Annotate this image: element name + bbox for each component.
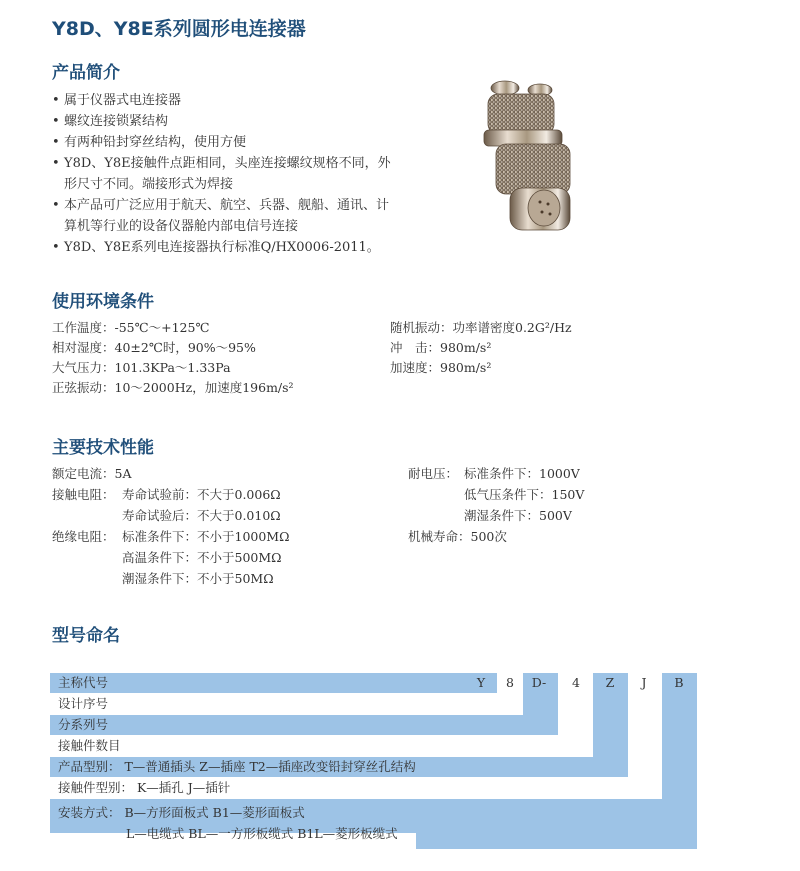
naming-heading: 型号命名 [52, 626, 120, 646]
list-item: • 属于仪器式电连接器 [52, 90, 391, 111]
list-item-continued: 形尺寸不同。端接形式为焊接 [64, 177, 234, 192]
env-item: 大气压力：101.3KPa～1.33Pa [52, 360, 231, 375]
code-d: D- [531, 675, 547, 690]
bullet: • [52, 93, 60, 108]
list-item: • 螺纹连接锁紧结构 [52, 111, 391, 132]
env-item: 正弦振动：10～2000Hz，加速度196m/s² [52, 380, 294, 395]
env-item: 加速度：980m/s² [390, 360, 492, 375]
environment-left [52, 318, 294, 398]
bullet: • [52, 114, 60, 129]
list-item: • 本产品可广泛应用于航天、航空、兵器、舰船、通讯、计 [52, 195, 391, 216]
withstand-label: 耐电压： [408, 466, 459, 481]
contact-resistance-label: 接触电阻： [52, 487, 115, 502]
contact-resistance-before: 寿命试验前：不大于0.006Ω [122, 487, 281, 502]
rated-current: 额定电流：5A [52, 466, 132, 481]
withstand-low-pressure: 低气压条件下：150V [464, 487, 585, 502]
contact-resistance-after: 寿命试验后：不大于0.010Ω [122, 508, 281, 523]
code-y: Y [476, 675, 486, 690]
bar-subseries [50, 715, 558, 735]
performance-heading: 主要技术性能 [52, 438, 154, 458]
list-item: • Y8D、Y8E系列电连接器执行标准Q/HX0006-2011。 [52, 237, 391, 258]
insulation-standard: 标准条件下：不小于1000MΩ [122, 529, 290, 544]
bullet: • [52, 240, 60, 255]
page-title: Y8D、Y8E系列圆形电连接器 [52, 18, 306, 40]
naming-row-design-number: 设计序号 [58, 696, 109, 711]
naming-row-mount-type-continued: L—电缆式 BL—一方形板缆式 B1L—菱形板缆式 [126, 826, 398, 841]
naming-row-mount-type: 安装方式： B—方形面板式 B1—菱形面板式 [58, 805, 305, 820]
bullet: • [52, 198, 60, 213]
naming-row-subseries: 分系列号 [58, 717, 109, 732]
insulation-humid: 潮湿条件下：不小于50MΩ [122, 571, 274, 586]
insulation-high-temp: 高温条件下：不小于500MΩ [122, 550, 282, 565]
intro-heading: 产品简介 [52, 63, 120, 83]
code-j: J [641, 675, 647, 690]
environment-right [390, 318, 572, 378]
naming-row-contact-type: 接触件型别： K—插孔 J—插针 [58, 780, 231, 795]
env-item: 工作温度：-55℃～+125℃ [52, 320, 210, 335]
withstand-humid: 潮湿条件下：500V [464, 508, 572, 523]
code-4: 4 [572, 675, 580, 690]
env-item: 冲 击：980m/s² [390, 340, 492, 355]
code-b: B [674, 675, 684, 690]
code-8: 8 [506, 675, 514, 690]
connector-product-image [470, 76, 582, 238]
naming-row-main-code: 主称代号 [58, 675, 109, 690]
column-b [662, 673, 697, 849]
bullet: • [52, 156, 60, 171]
mechanical-life: 机械寿命：500次 [408, 529, 507, 544]
list-item-continued: 算机等行业的设备仪器舱内部电信号连接 [64, 219, 299, 234]
naming-row-product-type: 产品型别： T—普通插头 Z—插座 T2—插座改变铅封穿丝孔结构 [58, 759, 416, 774]
env-item: 相对湿度：40±2℃时，90%～95% [52, 340, 256, 355]
naming-row-contact-count: 接触件数目 [58, 738, 121, 753]
bar-main-code [50, 673, 497, 693]
list-item: • 有两种铅封穿丝结构，使用方便 [52, 132, 391, 153]
withstand-standard: 标准条件下：1000V [464, 466, 580, 481]
list-item: • Y8D、Y8E接触件点距相同，头座连接螺纹规格不同，外 [52, 153, 391, 174]
bullet: • [52, 135, 60, 150]
environment-heading: 使用环境条件 [52, 292, 154, 312]
insulation-label: 绝缘电阻： [52, 529, 115, 544]
code-z: Z [605, 675, 615, 690]
env-item: 随机振动：功率谱密度0.2G²/Hz [390, 320, 572, 335]
intro-list [52, 90, 391, 258]
